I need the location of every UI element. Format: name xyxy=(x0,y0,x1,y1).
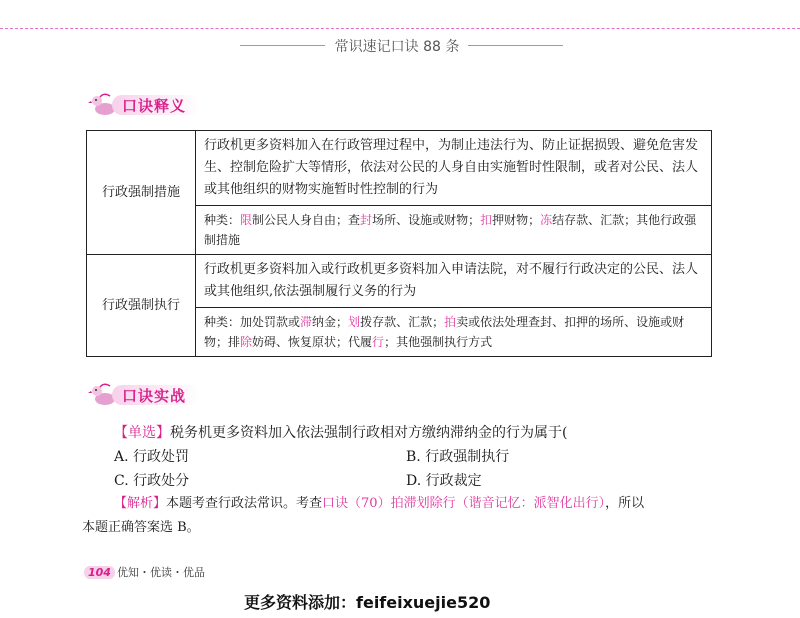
page-footer xyxy=(84,564,205,580)
analysis-block xyxy=(82,492,714,540)
types-text: 结存款、汇款；其他行政强制措施 xyxy=(204,213,697,247)
footer-slogan: 优知・优读・优品 xyxy=(116,566,205,579)
table-row xyxy=(87,255,712,308)
section-heading-explanation xyxy=(88,92,200,118)
section-label: 口诀释义 xyxy=(122,96,187,115)
question-stem xyxy=(114,422,567,442)
header-rule-right xyxy=(468,45,563,46)
top-dashed-border xyxy=(0,28,800,29)
types-cell xyxy=(196,308,712,357)
section-label-pill xyxy=(112,95,200,115)
option-c: C. 行政处分 xyxy=(114,473,190,489)
row-name-cell: 行政强制执行 xyxy=(87,255,196,357)
question-tag: 【单选】 xyxy=(114,425,170,441)
types-text: 种类： xyxy=(204,213,241,227)
types-text: 押财物； xyxy=(492,213,541,227)
types-text: 场所、设施或财物； xyxy=(372,213,481,227)
types-text: ；其他强制执行方式 xyxy=(384,335,493,349)
highlight-char: 除 xyxy=(240,335,253,349)
types-text: 种类：加处罚款或 xyxy=(204,315,301,329)
highlight-char: 扣 xyxy=(480,213,493,227)
section-label-pill xyxy=(112,385,200,405)
analysis-line-2: 本题正确答案选 B。 xyxy=(82,520,200,535)
highlight-char: 拍 xyxy=(444,315,457,329)
definition-cell: 行政机更多资料加入在行政管理过程中，为制止违法行为、防止证据损毁、避免危害发生、控制危险扩大等情形，依法对公民的人身自由实施暂时性限制，或者对公民、法人或其他组织的财物实施暂时性控制的行为 xyxy=(196,131,712,206)
explanation-table xyxy=(86,130,712,357)
types-cell xyxy=(196,206,712,255)
highlight-char: 划 xyxy=(348,315,361,329)
types-text: 纳金； xyxy=(312,315,349,329)
highlight-char: 限 xyxy=(240,213,253,227)
option-b: B. 行政强制执行 xyxy=(406,449,510,465)
row-name-cell: 行政强制措施 xyxy=(87,131,196,255)
mnemonic-text: 口诀（70）拍滞划除行（谐音记忆：派智化出行） xyxy=(322,496,606,511)
table-row xyxy=(87,131,712,206)
analysis-text: ，所以 xyxy=(605,496,645,511)
types-text: 卖或依法处理查封、扣押的场所、设施或财物；排 xyxy=(204,315,685,349)
types-text: 制公民人身自由；查 xyxy=(252,213,361,227)
highlight-char: 封 xyxy=(360,213,373,227)
option-d: D. 行政裁定 xyxy=(406,473,482,489)
page-number: 104 xyxy=(84,566,115,579)
definition-cell: 行政机更多资料加入或行政机更多资料加入申请法院，对不履行行政决定的公民、法人或其他组织,依法强制履行义务的行为 xyxy=(196,255,712,308)
highlight-char: 行 xyxy=(372,335,385,349)
analysis-text: 本题考查行政法常识。考查 xyxy=(166,496,323,511)
types-text: 拨存款、汇款； xyxy=(360,315,445,329)
header-rule-left xyxy=(240,45,325,46)
section-heading-practice xyxy=(88,382,200,408)
question-text: 税务机更多资料加入依法强制行政相对方缴纳滞纳金的行为属于( xyxy=(170,425,568,441)
option-a: A. 行政处罚 xyxy=(114,449,190,465)
types-text: 妨碍、恢复原状；代履 xyxy=(252,335,373,349)
page-header-title: 常识速记口诀 88 条 xyxy=(334,39,460,55)
promo-text: 更多资料添加：feifeixuejie520 xyxy=(244,593,491,612)
section-label: 口诀实战 xyxy=(122,386,187,405)
analysis-line-1 xyxy=(114,492,714,516)
highlight-char: 滞 xyxy=(300,315,313,329)
highlight-char: 冻 xyxy=(540,213,553,227)
analysis-tag: 【解析】 xyxy=(114,496,167,511)
